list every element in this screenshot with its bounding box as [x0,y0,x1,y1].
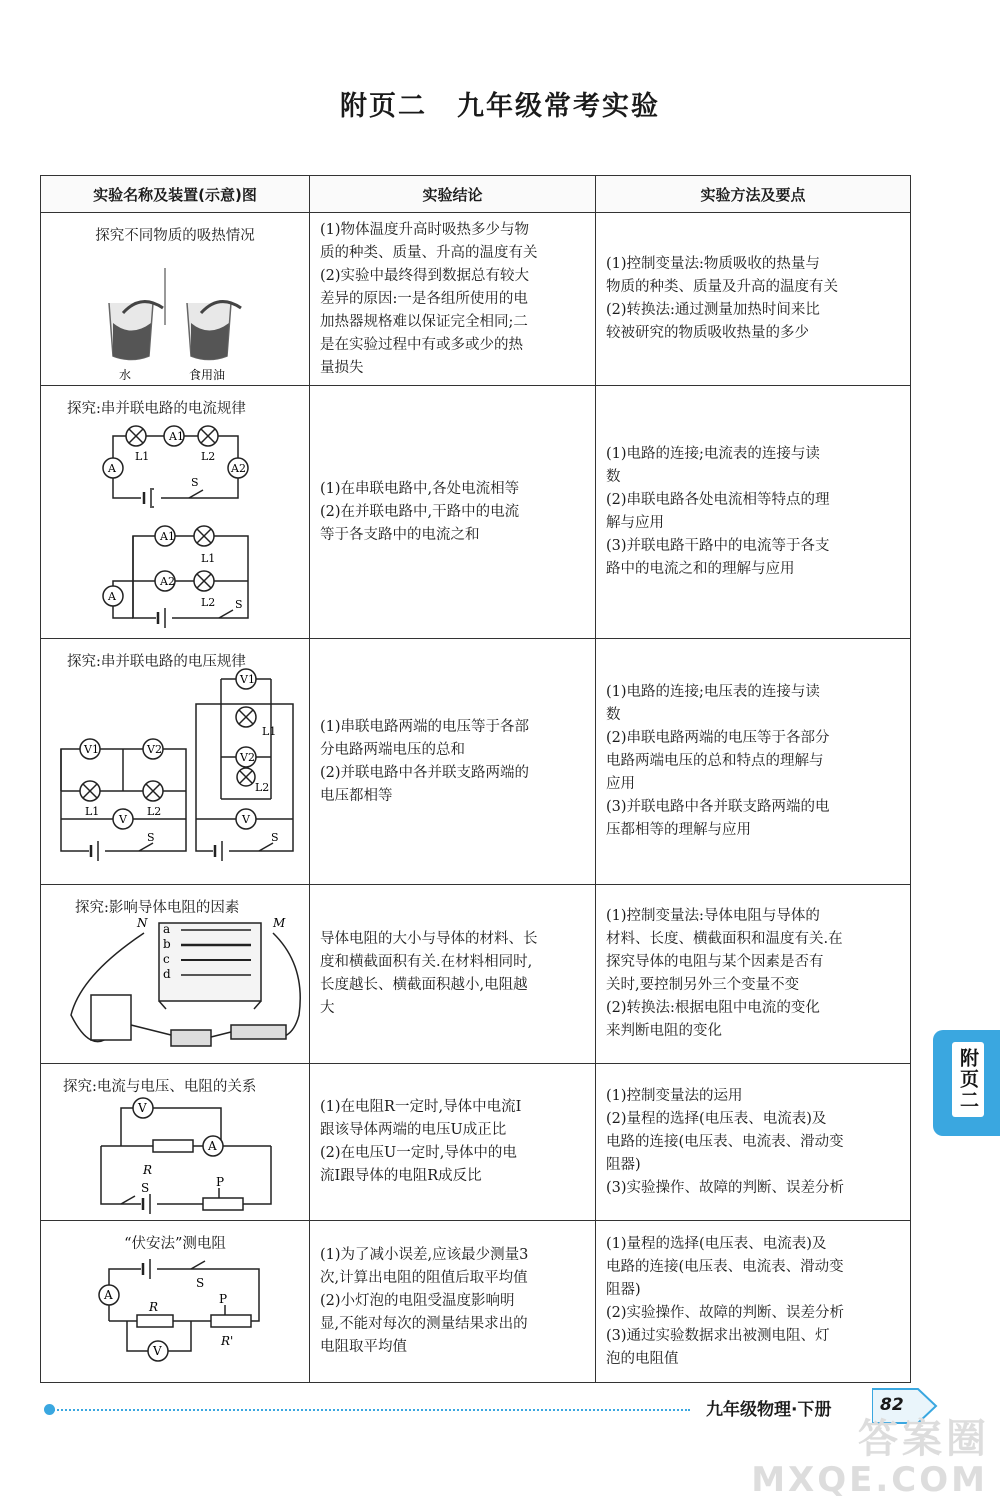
svg-text:V2: V2 [240,751,255,764]
experiments-table [40,175,911,1383]
conclusion-cell: (1)物体温度升高时吸热多少与物 质的种类、质量、升高的温度有关 (2)实验中最终得到数据总有较大 差异的原因:一是各组所使用的电 加热器规格难以保证完全相同;二 是在实验过程中有或多或少的热 量损失 [310,213,596,386]
svg-text:L2: L2 [147,805,162,818]
svg-text:V: V [138,1101,147,1115]
svg-text:R: R [149,1300,159,1314]
label-water: 水 [119,368,132,382]
method-cell: (1)量程的选择(电压表、电流表)及 电路的连接(电压表、电流表、滑动变 阻器) (2)实验操作、故障的判断、误差分析 (3)通过实验数据求出被测电阻、灯 泡的电阻值 [596,1221,911,1383]
svg-text:L1: L1 [201,552,216,565]
watermark-logo: 答案圈 [858,1416,990,1462]
current-circuit-figure [41,386,310,639]
method-cell: (1)电路的连接;电流表的连接与读 数 (2)串联电路各处电流相等特点的理 解与应用 (3)并联电路干路中的电流等于各支 路中的电流之和的理解与应用 [596,386,911,639]
figure-caption: 探究:串并联电路的电流规律 [67,401,246,417]
table-row [41,885,911,1064]
header-method: 实验方法及要点 [596,176,911,213]
svg-text:P: P [219,1292,228,1306]
svg-text:V: V [119,813,127,826]
svg-text:d: d [163,967,171,981]
header-conclusion: 实验结论 [310,176,596,213]
conclusion-cell: (1)串联电路两端的电压等于各部 分电路两端电压的总和 (2)并联电路中各并联支路两端的 电压都相等 [310,639,596,885]
method-cell: (1)控制变量法:导体电阻与导体的 材料、长度、横截面积和温度有关.在 探究导体的电阻与某个因素是否有 关时,要控制另外三个变量不变 (2)转换法:根据电阻中电流的变化 来判断电阻的变化 [596,885,911,1064]
method-cell: (1)控制变量法:物质吸收的热量与 物质的种类、质量及升高的温度有关 (2)转换法:通过测量加热时间来比 较被研究的物质吸收热量的多少 [596,213,911,386]
header-figure: 实验名称及装置(示意)图 [41,176,310,213]
svg-text:L1: L1 [262,725,277,738]
svg-text:L2: L2 [255,781,270,794]
page-title: 附页二 九年级常考实验 [340,91,660,122]
svg-text:L2: L2 [201,450,216,463]
svg-text:S: S [141,1181,150,1195]
footer-book-title: 九年级物理·下册 [706,1400,832,1420]
svg-text:V: V [153,1344,162,1358]
svg-text:L1: L1 [135,450,150,463]
table-row [41,1064,911,1221]
conclusion-cell: (1)在电阻R一定时,导体中电流I 跟该导体两端的电压U成正比 (2)在电压U一定时,导体中的电 流I跟导体的电阻R成反比 [310,1064,596,1221]
svg-text:a: a [163,922,171,936]
svg-text:P: P [216,1175,225,1189]
table-row [41,639,911,885]
conclusion-cell: 导体电阻的大小与导体的材料、长 度和横截面积有关.在材料相同时, 长度越长、横截面积越小,电阻越 大 [310,885,596,1064]
svg-text:S: S [196,1276,205,1290]
svg-text:R: R [143,1163,153,1177]
svg-text:L2: L2 [201,596,216,609]
svg-text:A1: A1 [169,430,184,443]
svg-text:N: N [137,916,148,930]
figure-cell-heat [41,213,310,386]
svg-text:A2: A2 [160,575,175,588]
method-cell: (1)电路的连接;电压表的连接与读 数 (2)串联电路两端的电压等于各部分 电路两端电压的总和特点的理解与 应用 (3)并联电路中各并联支路两端的电 压都相等的理解与应用 [596,639,911,885]
figure-cell-voltammetry [41,1221,310,1383]
conclusion-cell: (1)在串联电路中,各处电流相等 (2)在并联电路中,干路中的电流 等于各支路中的电流之和 [310,386,596,639]
svg-text:V2: V2 [147,743,162,756]
figure-caption: 探究:串并联电路的电压规律 [67,654,246,670]
side-tab [933,1030,1000,1136]
table-row [41,386,911,639]
svg-text:A: A [108,462,116,475]
label-oil: 食用油 [189,368,226,382]
svg-text:V: V [242,813,250,826]
figure-cell-resistance [41,885,310,1064]
svg-text:S: S [235,598,243,611]
table-row [41,1221,911,1383]
table-header-row [41,176,911,213]
figure-caption: 探究:影响导体电阻的因素 [75,900,240,916]
method-cell: (1)控制变量法的运用 (2)量程的选择(电压表、电流表)及 电路的连接(电压表、电流表、滑动变 阻器) (3)实验操作、故障的判断、误差分析 [596,1064,911,1221]
svg-text:R': R' [221,1334,234,1348]
page-number: 82 [880,1395,904,1415]
svg-text:M: M [273,916,286,930]
svg-text:b: b [163,937,171,951]
voltage-circuit-figure [41,639,310,885]
svg-text:S: S [191,476,199,489]
figure-caption: 探究不同物质的吸热情况 [95,228,255,244]
svg-text:c: c [163,952,170,966]
svg-text:V1: V1 [84,743,99,756]
conclusion-cell: (1)为了减小误差,应该最少测量3 次,计算出电阻的阻值后取平均值 (2)小灯泡的电阻受温度影响明 显,不能对每次的测量结果求出的 电阻取平均值 [310,1221,596,1383]
table-row [41,213,911,386]
figure-cell-voltage [41,639,310,885]
svg-text:L1: L1 [85,805,100,818]
svg-text:A: A [108,590,116,603]
figure-cell-current [41,386,310,639]
figure-cell-ohm [41,1064,310,1221]
footer-divider [50,1409,690,1411]
svg-text:A: A [104,1288,113,1302]
watermark-url: MXQE.COM [751,1460,988,1500]
svg-text:A: A [208,1139,217,1153]
side-tab-label: 附页二 [952,1042,984,1117]
figure-caption: “伏安法”测电阻 [124,1236,226,1252]
figure-caption: 探究:电流与电压、电阻的关系 [63,1079,257,1095]
svg-text:S: S [271,831,279,844]
svg-text:V1: V1 [240,673,255,686]
svg-text:S: S [147,831,155,844]
svg-text:A1: A1 [160,530,175,543]
svg-text:A2: A2 [231,462,246,475]
